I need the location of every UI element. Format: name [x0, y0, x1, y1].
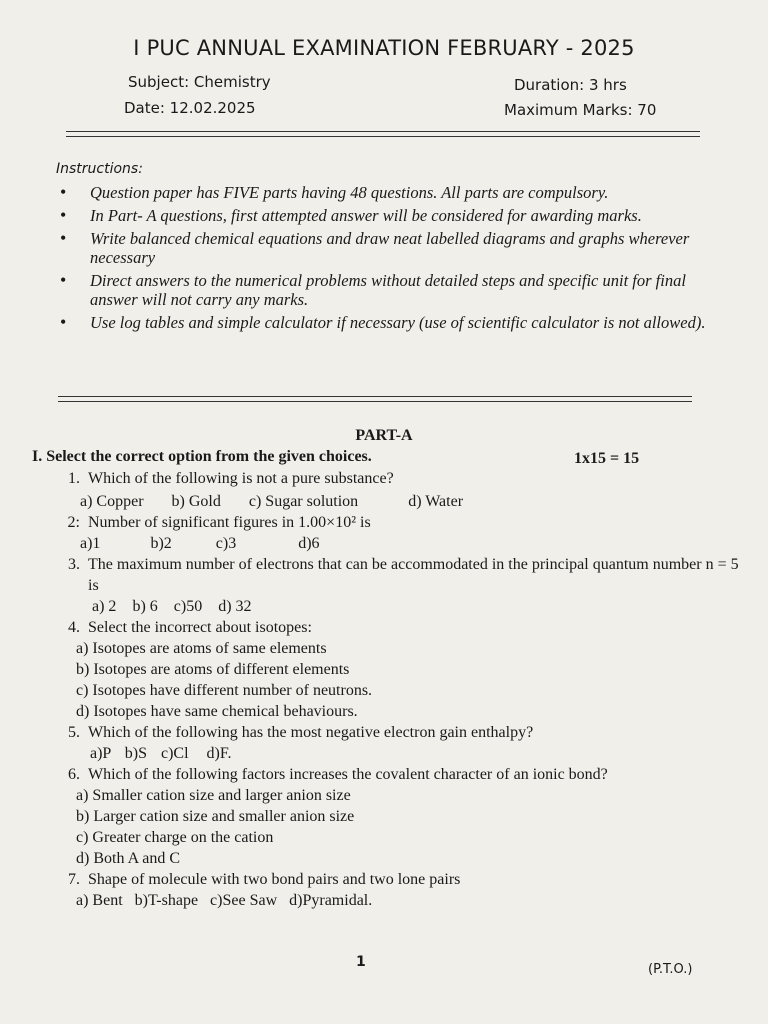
- option: d)Pyramidal.: [289, 892, 373, 909]
- question-item: [52, 722, 742, 764]
- question-item: [52, 869, 742, 911]
- question-text: Which of the following factors increases the covalent character of an ionic bond?: [88, 766, 608, 783]
- question-number: 5.: [68, 724, 80, 741]
- instruction-item: • In Part- A questions, first attempted answer will be considered for awarding marks.: [58, 206, 718, 225]
- instruction-item: • Question paper has FIVE parts having 48 questions. All parts are compulsory.: [58, 183, 718, 202]
- instruction-item: • Direct answers to the numerical problems without detailed steps and specific unit for final answer will not carry any marks.: [58, 271, 718, 309]
- question-item: [52, 617, 742, 722]
- instructions-list: [58, 183, 718, 336]
- subject-label: Subject: Chemistry: [128, 73, 271, 91]
- option: a) Smaller cation size and larger anion size: [76, 787, 351, 804]
- option: c)See Saw: [210, 892, 278, 909]
- instruction-item: • Use log tables and simple calculator if necessary (use of scientific calculator is not allowed).: [58, 313, 718, 332]
- page-number: 1: [356, 954, 366, 970]
- option: a)P: [90, 745, 111, 762]
- option: a) Bent: [76, 892, 123, 909]
- option: a) Copper: [80, 493, 144, 510]
- question-item: [52, 554, 742, 617]
- option: b) Larger cation size and smaller anion size: [76, 808, 355, 825]
- instructions-divider-bottom: [58, 401, 692, 402]
- option: b)2: [150, 535, 172, 552]
- instructions-divider-top: [58, 396, 692, 397]
- header-divider-top: [66, 131, 700, 132]
- instruction-item: • Write balanced chemical equations and draw neat labelled diagrams and graphs wherever necessary: [58, 229, 718, 267]
- exam-title: I PUC ANNUAL EXAMINATION FEBRUARY - 2025: [133, 36, 635, 60]
- question-number: 4.: [68, 619, 80, 636]
- question-text: Number of significant figures in 1.00×10² is: [88, 514, 371, 531]
- option: c) Isotopes have different number of neutrons.: [76, 682, 373, 699]
- option: c)Cl: [160, 745, 189, 762]
- option: d) Isotopes have same chemical behaviours.: [76, 703, 358, 720]
- option: c)3: [215, 535, 237, 552]
- duration-label: Duration: 3 hrs: [514, 76, 627, 94]
- option: b)T-shape: [134, 892, 199, 909]
- question-text: Which of the following has the most negative electron gain enthalpy?: [88, 724, 534, 741]
- option: b) Isotopes are atoms of different elements: [76, 661, 350, 678]
- question-text: Shape of molecule with two bond pairs and two lone pairs: [88, 871, 461, 888]
- option: d)6: [298, 535, 320, 552]
- option: a) Isotopes are atoms of same elements: [76, 640, 327, 657]
- pto-label: (P.T.O.): [648, 962, 693, 977]
- option: d) Water: [408, 493, 464, 510]
- option: b) 6: [132, 598, 158, 615]
- section-marks: 1x15 = 15: [574, 450, 640, 467]
- part-a-title: PART-A: [355, 427, 413, 444]
- section-heading: I. Select the correct option from the given choices.: [32, 448, 372, 465]
- question-text: Which of the following is not a pure substance?: [88, 470, 394, 487]
- question-number: 7.: [68, 871, 80, 888]
- option: b)S: [124, 745, 147, 762]
- question-item: [52, 764, 742, 869]
- instructions-heading: Instructions:: [56, 161, 143, 177]
- question-text: Select the incorrect about isotopes:: [88, 619, 312, 636]
- header-divider-bottom: [66, 136, 700, 137]
- question-number: 2:: [67, 514, 80, 531]
- question-number: 3.: [68, 556, 80, 573]
- option: b) Gold: [171, 493, 221, 510]
- option: c) Sugar solution: [248, 493, 359, 510]
- question-list: [52, 468, 742, 911]
- question-item: [52, 512, 742, 554]
- option: a) 2: [92, 598, 117, 615]
- option: c)50: [173, 598, 203, 615]
- question-text: The maximum number of electrons that can be accommodated in the principal quantum number n = 5 is: [88, 556, 739, 594]
- option: a)1: [80, 535, 101, 552]
- option: d) Both A and C: [76, 850, 181, 867]
- question-number: 1.: [68, 470, 80, 487]
- option: d)F.: [206, 745, 232, 762]
- question-item: [52, 468, 742, 512]
- option: c) Greater charge on the cation: [76, 829, 274, 846]
- question-number: 6.: [68, 766, 80, 783]
- option: d) 32: [218, 598, 252, 615]
- max-marks-label: Maximum Marks: 70: [504, 101, 657, 119]
- date-label: Date: 12.02.2025: [124, 99, 256, 117]
